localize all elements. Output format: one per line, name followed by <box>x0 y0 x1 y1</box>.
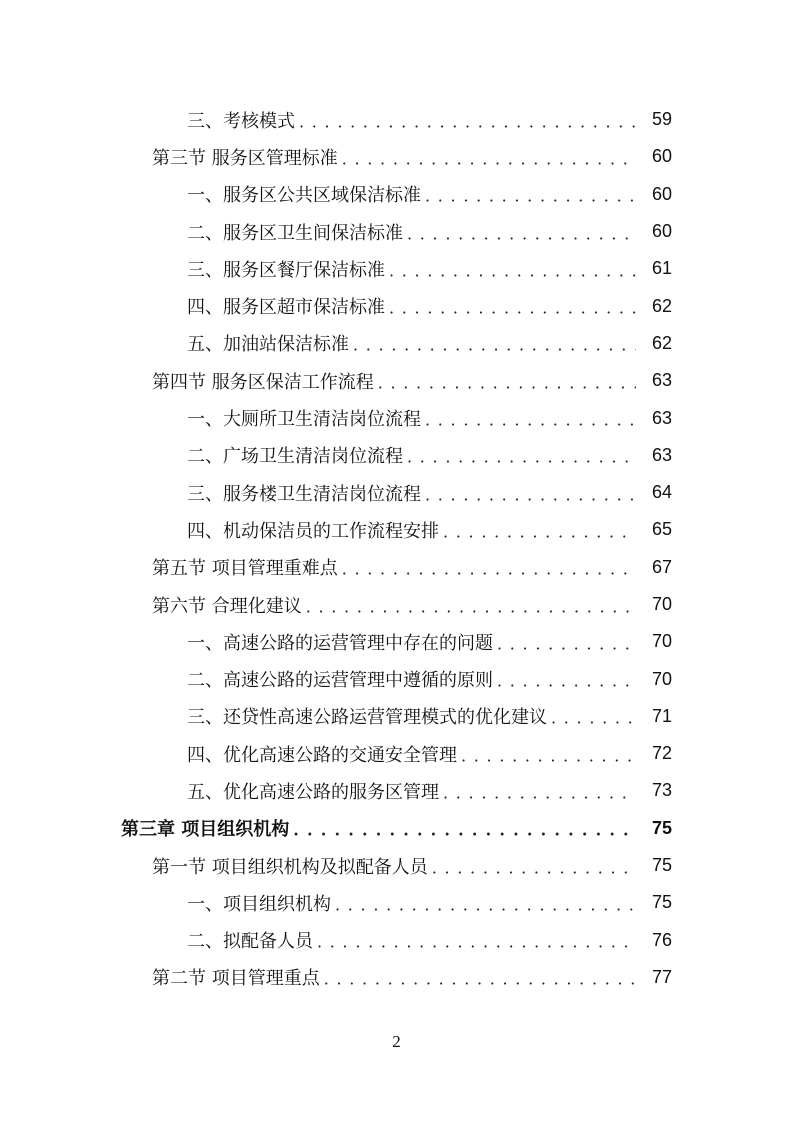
toc-entry-title: 一、大厕所卫生清洁岗位流程 <box>187 405 425 431</box>
toc-entry-page: 60 <box>651 183 672 204</box>
toc-entry-item[interactable] <box>0 250 672 287</box>
toc-entry-page: 67 <box>651 556 672 577</box>
toc-entry-title: 五、加油站保洁标准 <box>187 330 353 356</box>
dot-leader <box>353 325 636 362</box>
toc-entry-section[interactable] <box>0 362 672 399</box>
toc-entry-section[interactable] <box>0 138 672 175</box>
toc-entry-page: 76 <box>651 929 672 950</box>
toc-entry-item[interactable] <box>0 176 672 213</box>
toc-entry-title: 一、项目组织机构 <box>187 890 335 916</box>
dot-leader <box>425 474 636 511</box>
toc-entry-page: 73 <box>651 780 672 801</box>
toc-entry-item[interactable] <box>0 922 672 959</box>
toc-entry-item[interactable] <box>0 660 672 697</box>
toc-entry-page: 77 <box>651 966 672 987</box>
dot-leader <box>497 660 636 697</box>
toc-entry-item[interactable] <box>0 772 672 809</box>
toc-entry-title: 二、拟配备人员 <box>187 927 317 953</box>
toc-entry-title: 第三节 服务区管理标准 <box>152 144 342 170</box>
toc-entry-item[interactable] <box>0 101 672 138</box>
toc-entry-page: 62 <box>651 332 672 353</box>
toc-entry-page: 75 <box>651 855 672 876</box>
toc-entry-chapter[interactable] <box>0 810 672 847</box>
toc-entry-page: 60 <box>651 221 672 242</box>
dot-leader <box>407 213 636 250</box>
toc-entry-item[interactable] <box>0 623 672 660</box>
toc-entry-page: 75 <box>651 817 672 838</box>
dot-leader <box>378 362 636 399</box>
table-of-contents <box>0 101 793 996</box>
toc-entry-page: 70 <box>651 668 672 689</box>
toc-entry-page: 65 <box>651 519 672 540</box>
dot-leader <box>389 287 636 324</box>
toc-entry-title: 第三章 项目组织机构 <box>121 815 293 841</box>
toc-entry-section[interactable] <box>0 586 672 623</box>
dot-leader <box>425 399 636 436</box>
toc-entry-page: 59 <box>651 109 672 130</box>
toc-entry-page: 70 <box>651 594 672 614</box>
toc-entry-title: 第五节 项目管理重难点 <box>152 554 342 580</box>
toc-entry-item[interactable] <box>0 884 672 921</box>
dot-leader <box>299 101 636 138</box>
toc-entry-item[interactable] <box>0 698 672 735</box>
toc-entry-item[interactable] <box>0 399 672 436</box>
toc-entry-page: 70 <box>651 631 672 652</box>
dot-leader <box>335 884 636 921</box>
dot-leader <box>306 586 636 623</box>
toc-entry-page: 71 <box>651 705 672 726</box>
toc-entry-page: 63 <box>651 407 672 428</box>
dot-leader <box>432 847 636 884</box>
toc-entry-item[interactable] <box>0 474 672 511</box>
toc-entry-title: 四、服务区超市保洁标准 <box>187 293 389 319</box>
dot-leader <box>324 959 636 996</box>
toc-entry-page: 63 <box>651 444 672 465</box>
toc-entry-page: 60 <box>651 146 672 167</box>
toc-entry-title: 二、服务区卫生间保洁标准 <box>187 219 407 245</box>
toc-entry-item[interactable] <box>0 287 672 324</box>
toc-entry-page: 64 <box>651 482 672 503</box>
toc-entry-title: 三、服务楼卫生清洁岗位流程 <box>187 480 425 506</box>
dot-leader <box>389 250 636 287</box>
dot-leader <box>443 772 636 809</box>
toc-entry-item[interactable] <box>0 511 672 548</box>
toc-entry-item[interactable] <box>0 325 672 362</box>
toc-entry-section[interactable] <box>0 549 672 586</box>
dot-leader <box>461 735 636 772</box>
dot-leader <box>342 138 636 175</box>
dot-leader <box>425 176 636 213</box>
toc-entry-page: 75 <box>651 892 672 913</box>
toc-entry-title: 第六节 合理化建议 <box>152 592 306 618</box>
toc-entry-title: 四、机动保洁员的工作流程安排 <box>187 517 443 543</box>
toc-entry-title: 第四节 服务区保洁工作流程 <box>152 368 378 394</box>
toc-entry-title: 二、广场卫生清洁岗位流程 <box>187 442 407 468</box>
toc-entry-section[interactable] <box>0 847 672 884</box>
dot-leader <box>293 810 636 847</box>
toc-entry-page: 61 <box>651 258 672 279</box>
dot-leader <box>407 437 636 474</box>
toc-entry-title: 三、服务区餐厅保洁标准 <box>187 256 389 282</box>
toc-entry-title: 三、考核模式 <box>187 107 299 133</box>
toc-entry-page: 62 <box>651 295 672 316</box>
toc-entry-title: 三、还贷性高速公路运营管理模式的优化建议 <box>187 703 551 729</box>
dot-leader <box>497 623 636 660</box>
toc-entry-section[interactable] <box>0 959 672 996</box>
toc-entry-title: 一、服务区公共区域保洁标准 <box>187 181 425 207</box>
dot-leader <box>317 922 636 959</box>
toc-entry-item[interactable] <box>0 213 672 250</box>
toc-entry-page: 63 <box>651 370 672 391</box>
toc-entry-title: 第一节 项目组织机构及拟配备人员 <box>152 853 432 879</box>
toc-entry-title: 第二节 项目管理重点 <box>152 964 324 990</box>
toc-entry-item[interactable] <box>0 437 672 474</box>
toc-entry-page: 72 <box>651 743 672 764</box>
toc-entry-title: 四、优化高速公路的交通安全管理 <box>187 741 461 767</box>
dot-leader <box>342 549 636 586</box>
toc-entry-title: 二、高速公路的运营管理中遵循的原则 <box>187 666 497 692</box>
page-number: 2 <box>392 1032 401 1051</box>
toc-entry-title: 五、优化高速公路的服务区管理 <box>187 778 443 804</box>
toc-entry-title: 一、高速公路的运营管理中存在的问题 <box>187 629 497 655</box>
dot-leader <box>443 511 636 548</box>
toc-entry-item[interactable] <box>0 735 672 772</box>
dot-leader <box>551 698 636 735</box>
